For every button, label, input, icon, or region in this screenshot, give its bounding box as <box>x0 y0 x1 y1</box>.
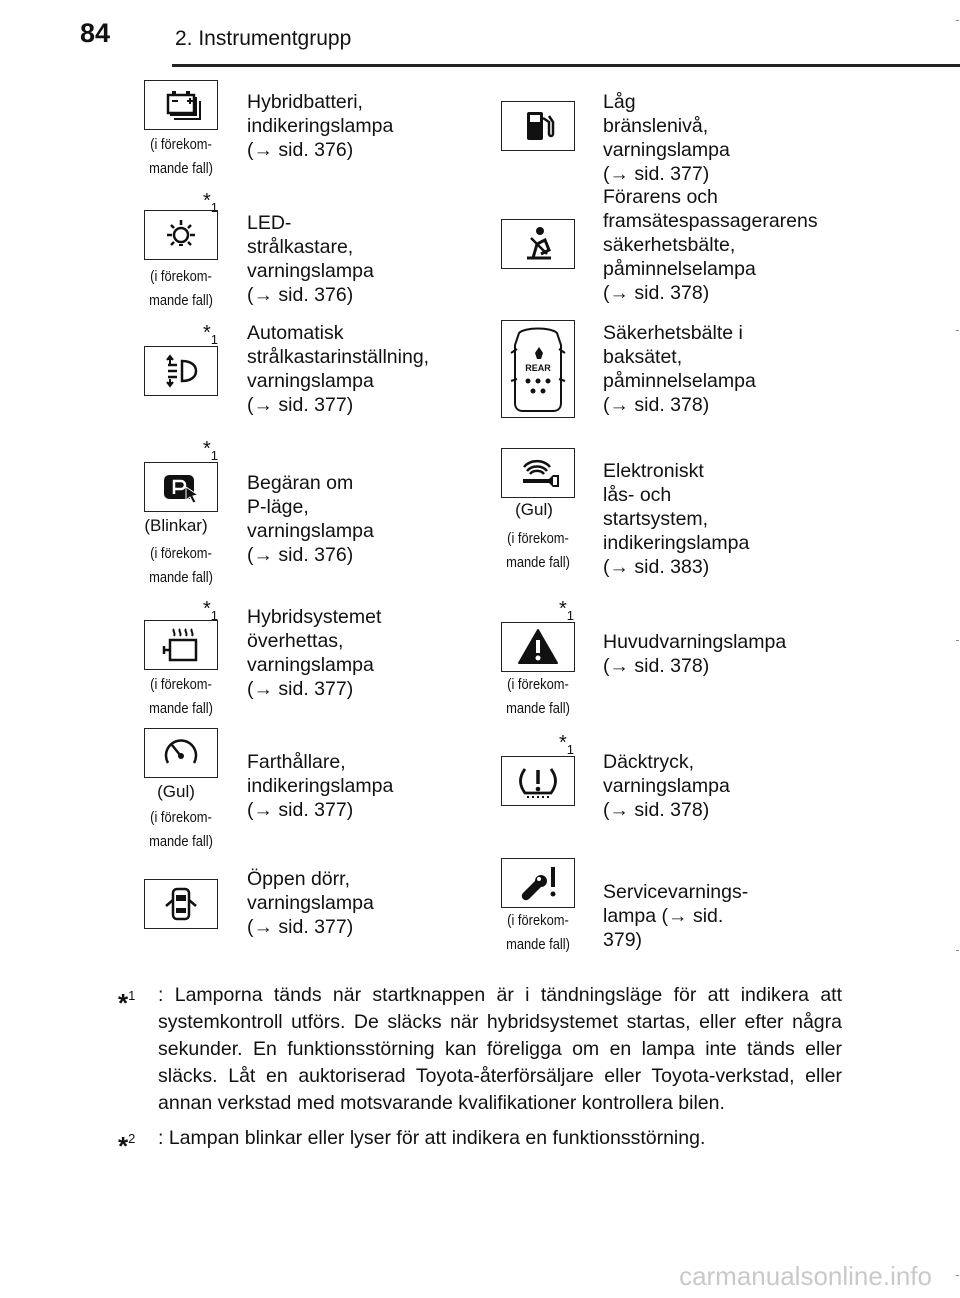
crop-marks <box>952 0 960 1298</box>
footnote-star: $*_1$ <box>203 598 219 623</box>
indicator-description: Servicevarnings- lampa (→ sid. 379) <box>603 881 749 951</box>
page-number: 84 <box>80 18 111 48</box>
footnote-marker: *$^2$ <box>118 1130 136 1161</box>
fuel-pump-icon <box>501 101 575 151</box>
rear-seatbelt-icon <box>501 320 575 418</box>
header-rule <box>172 64 960 67</box>
service-reminder-icon <box>501 858 575 908</box>
availability-note: (i förekom- mande fall) <box>506 530 570 571</box>
watermark: carmanualsonline.info <box>679 1261 932 1291</box>
availability-note: (i förekom- mande fall) <box>506 676 570 717</box>
footnote-star: $*_1$ <box>559 598 575 623</box>
indicator-description: LED-strålkastare, varningslampa (→ sid. 376) <box>247 212 374 306</box>
hybrid-overheat-icon <box>144 620 218 670</box>
footnote-star: $*_1$ <box>559 732 575 757</box>
indicator-description: Hybridsystemet överhettas, varningslampa (→ sid. 377) <box>247 606 382 700</box>
footnote-2 <box>118 1125 842 1161</box>
footnote-star: $*_1$ <box>203 190 219 215</box>
indicator-description: Öppen dörr, varningslampa (→ sid. 377) <box>247 868 374 938</box>
open-door-icon <box>144 879 218 929</box>
footnote-star: $*_1$ <box>203 438 219 463</box>
footnote-text: : Lampan blinkar eller lyser för att indikera en funktionsstörning. <box>158 1127 706 1149</box>
indicator-description: Automatisk strålkastarinställning, varningslampa (→ sid. 377) <box>247 322 430 416</box>
availability-note: (i förekom- mande fall) <box>149 268 213 309</box>
footnote-star: $*_1$ <box>203 322 219 347</box>
chapter-title: 2. Instrumentgrupp <box>175 27 352 50</box>
footnote-1 <box>118 982 842 1117</box>
tire-pressure-icon <box>501 756 575 806</box>
indicator-description: Hybridbatteri, indikeringslampa (→ sid. 376) <box>247 91 394 161</box>
footnotes <box>118 982 842 1160</box>
blink-note: (Gul) <box>157 782 195 801</box>
page-header <box>0 0 960 70</box>
headlight-leveling-icon <box>144 346 218 396</box>
indicator-description: Farthållare, indikeringslampa (→ sid. 377) <box>247 751 394 821</box>
availability-note: (i förekom- mande fall) <box>149 545 213 586</box>
indicator-description: Huvudvarningslampa (→ sid. 378) <box>603 631 787 677</box>
availability-note: (i förekom- mande fall) <box>149 676 213 717</box>
master-warning-icon <box>501 622 575 672</box>
indicator-description: Elektroniskt lås- och startsystem, indikeringslampa (→ sid. 383) <box>603 460 750 578</box>
availability-note: (i förekom- mande fall) <box>149 136 213 177</box>
footnote-text: : Lamporna tänds när startknappen är i tändningsläge för att indikera att systemkontroll utförs. De släcks när hybridsystemet startas, eller efter några sekunder. En funktionsstörning kan föreligga om en lampa inte tänds eller släcks. Låt en auktoriserad Toyota-återförsäljare eller Toyota-verkstad, eller annan verkstad med motsvarande kvalifikationer kontrollera bilen. <box>158 984 842 1114</box>
availability-note: (i förekom- mande fall) <box>149 809 213 850</box>
blink-note: (Gul) <box>515 500 553 519</box>
cruise-control-icon <box>144 728 218 778</box>
smart-key-icon <box>501 448 575 498</box>
indicator-description: Begäran om P-läge, varningslampa (→ sid. 376) <box>247 472 374 566</box>
indicator-description: Däcktryck, varningslampa (→ sid. 378) <box>603 751 730 821</box>
indicator-description: Förarens och framsätespassagerarens säkerhetsbälte, påminnelselampa (→ sid. 378) <box>603 186 818 304</box>
availability-note: (i förekom- mande fall) <box>506 912 570 953</box>
indicator-description: Låg bränslenivå, varningslampa (→ sid. 377) <box>603 91 730 185</box>
led-headlight-icon <box>144 210 218 260</box>
footnote-marker: *$^1$ <box>118 987 136 1018</box>
blink-note: (Blinkar) <box>144 516 208 535</box>
p-position-icon <box>144 462 218 512</box>
indicator-description: Säkerhetsbälte i baksätet, påminnelselampa (→ sid. 378) <box>603 322 756 416</box>
svg-text:REAR: REAR <box>525 363 551 373</box>
hybrid-battery-icon <box>144 80 218 130</box>
seatbelt-icon <box>501 219 575 269</box>
